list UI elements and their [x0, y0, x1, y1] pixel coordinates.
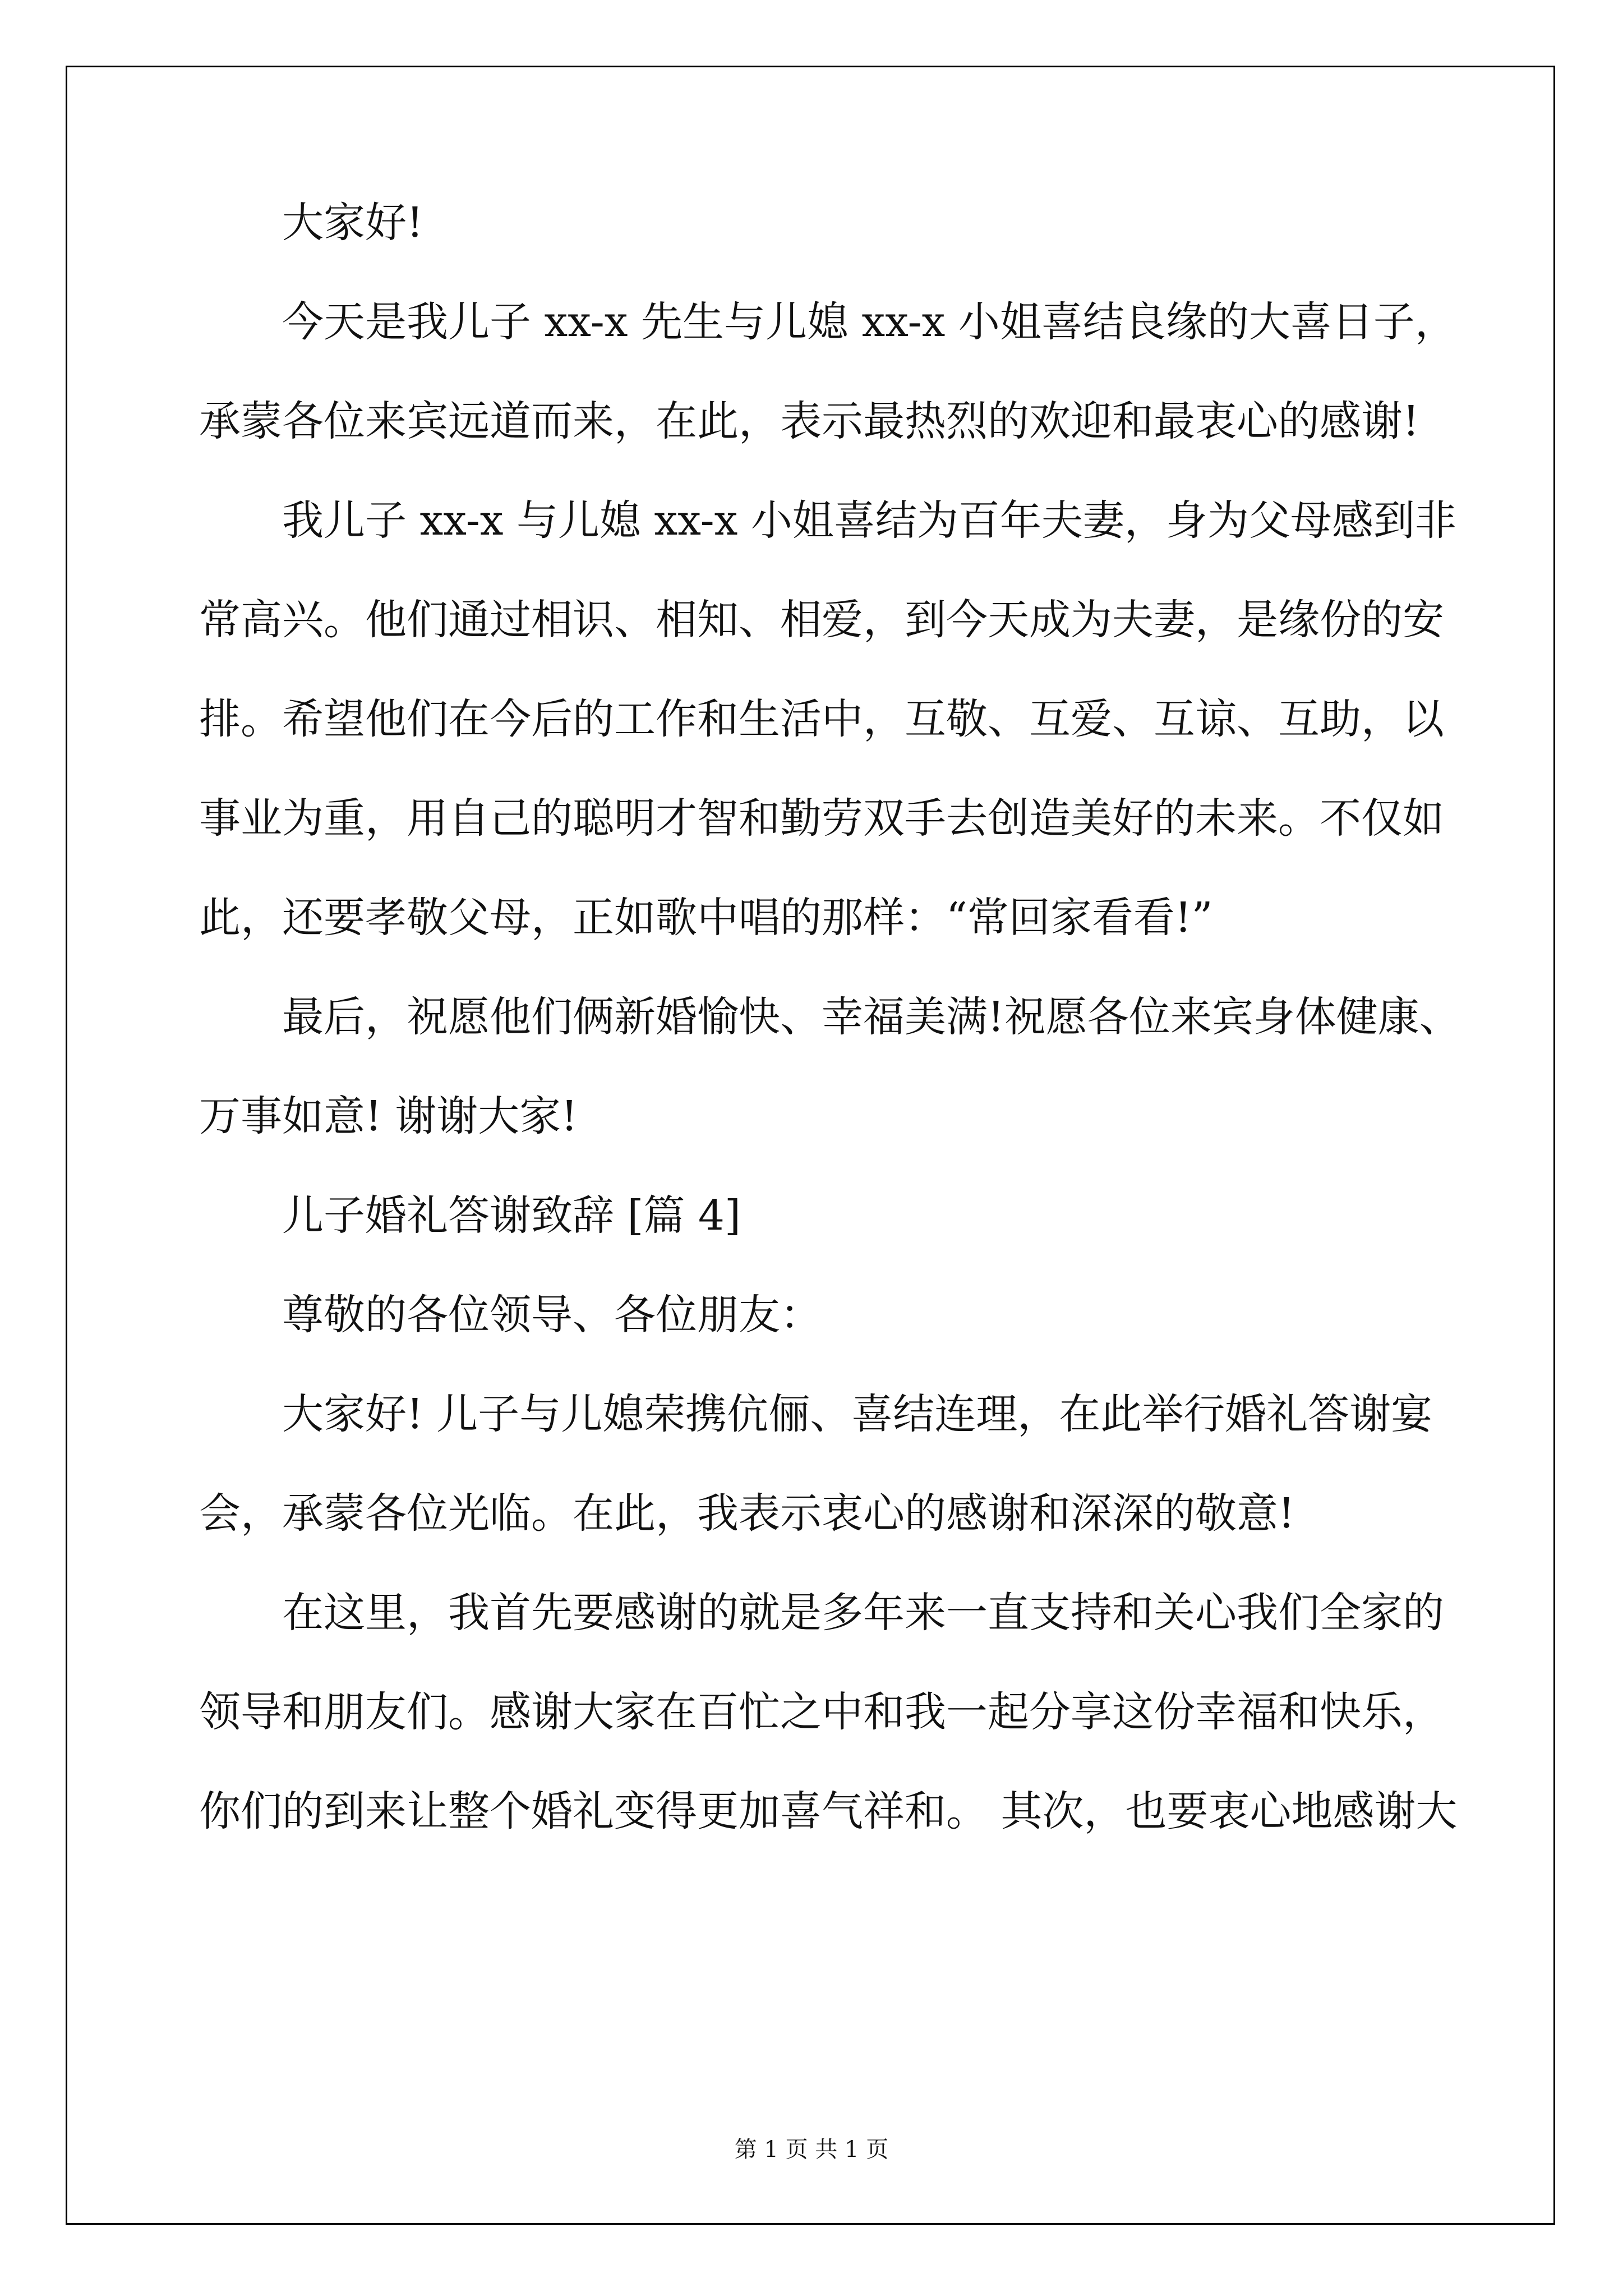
- page-border: [66, 66, 1555, 2225]
- paragraph-3-line-1: 我儿子 xx-x 与儿媳 xx-x 小姐喜结为百年夫妻，身为父母感到非: [282, 496, 1456, 545]
- paragraph-4-line-2: 万事如意! 谢谢大家!: [199, 1092, 578, 1140]
- paragraph-2-line-1: 今天是我儿子 xx-x 先生与儿媳 xx-x 小姐喜结良缘的大喜日子，: [282, 298, 1456, 346]
- paragraph-3-line-3: 排。希望他们在今后的工作和生活中，互敬、互爱、互谅、互助，以: [199, 695, 1444, 743]
- paragraph-8-line-2: 领导和朋友们。感谢大家在百忙之中和我一起分享这份幸福和快乐，: [199, 1688, 1444, 1736]
- paragraph-2-line-2: 承蒙各位来宾远道而来，在此，表示最热烈的欢迎和最衷心的感谢!: [199, 397, 1419, 445]
- paragraph-8-line-3: 你们的到来让整个婚礼变得更加喜气祥和。 其次，也要衷心地感谢大: [199, 1787, 1458, 1835]
- paragraph-4-line-1: 最后，祝愿他们俩新婚愉快、幸福美满!祝愿各位来宾身体健康、: [282, 993, 1461, 1041]
- paragraph-3-line-4: 事业为重，用自己的聪明才智和勤劳双手去创造美好的未来。不仅如: [199, 794, 1444, 843]
- paragraph-7-line-2: 会，承蒙各位光临。在此，我表示衷心的感谢和深深的敬意!: [199, 1489, 1295, 1538]
- paragraph-8-line-1: 在这里，我首先要感谢的就是多年来一直支持和关心我们全家的: [282, 1589, 1444, 1637]
- paragraph-3-line-2: 常高兴。他们通过相识、相知、相爱，到今天成为夫妻，是缘份的安: [199, 596, 1444, 644]
- paragraph-7-line-1: 大家好! 儿子与儿媳荣携伉俪、喜结连理，在此举行婚礼答谢宴: [282, 1390, 1433, 1438]
- section-title: 儿子婚礼答谢致辞 [篇 4]: [282, 1191, 741, 1240]
- page-footer: 第 1 页 共 1 页: [734, 2137, 889, 2162]
- paragraph-3-line-5: 此，还要孝敬父母，正如歌中唱的那样：“常回家看看!”: [199, 894, 1213, 942]
- salutation: 尊敬的各位领导、各位朋友：: [282, 1291, 822, 1339]
- paragraph-1-line-1: 大家好!: [282, 199, 423, 247]
